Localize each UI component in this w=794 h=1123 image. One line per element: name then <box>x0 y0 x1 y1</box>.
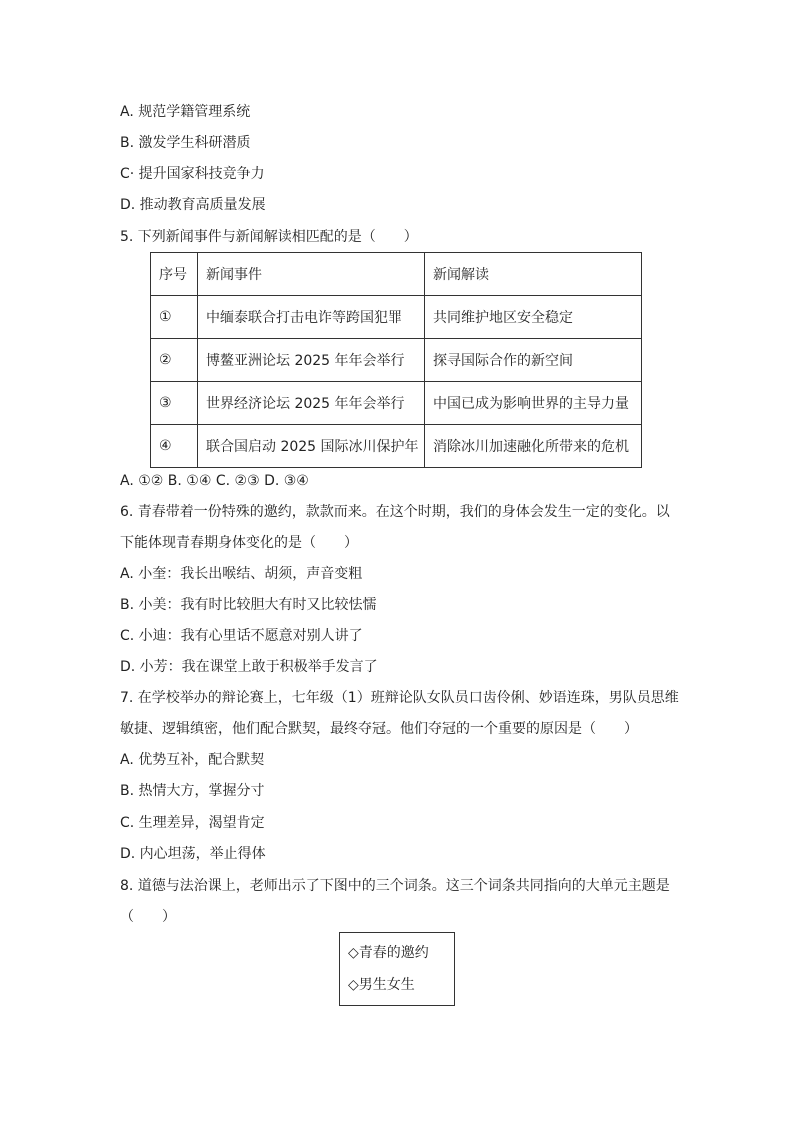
q7-stem-line-1: 7. 在学校举办的辩论赛上，七年级（1）班辩论队女队员口齿伶俐、妙语连珠，男队员思维 <box>120 690 679 706</box>
table-row <box>151 339 642 382</box>
row-event: 博鳌亚洲论坛 2025 年年会举行 <box>198 339 425 382</box>
q6-option-a: A. 小奎：我长出喉结、胡须，声音变粗 <box>120 566 363 582</box>
q6-option-b: B. 小美：我有时比较胆大有时又比较怯懦 <box>120 597 377 613</box>
row-index: ② <box>151 339 198 382</box>
row-interpretation: 中国已成为影响世界的主导力量 <box>425 382 642 425</box>
header-cell-index: 序号 <box>151 253 198 296</box>
header-cell-interpretation: 新闻解读 <box>425 253 642 296</box>
q7-option-d: D. 内心坦荡，举止得体 <box>120 846 266 862</box>
q4-option-c: C· 提升国家科技竞争力 <box>120 166 265 182</box>
q6-stem-line-1: 6. 青春带着一份特殊的邀约，款款而来。在这个时期，我们的身体会发生一定的变化。以 <box>120 504 670 520</box>
term-item: ◇青春的邀约 <box>348 945 429 961</box>
q5-stem: 5. 下列新闻事件与新闻解读相匹配的是（ ） <box>120 229 418 245</box>
table-row <box>151 296 642 339</box>
header-cell-event: 新闻事件 <box>198 253 425 296</box>
q4-option-b: B. 激发学生科研潜质 <box>120 135 251 151</box>
row-index: ① <box>151 296 198 339</box>
q8-stem-line-2: （ ） <box>120 909 176 925</box>
q5-options: A. ①② B. ①④ C. ②③ D. ③④ <box>120 473 309 489</box>
row-event: 世界经济论坛 2025 年年会举行 <box>198 382 425 425</box>
table-header-row <box>151 253 642 296</box>
table-row <box>151 425 642 468</box>
table-row <box>151 382 642 425</box>
q6-option-c: C. 小迪：我有心里话不愿意对别人讲了 <box>120 628 363 644</box>
term-item: ◇男生女生 <box>348 977 415 993</box>
row-interpretation: 探寻国际合作的新空间 <box>425 339 642 382</box>
q8-stem-line-1: 8. 道德与法治课上，老师出示了下图中的三个词条。这三个词条共同指向的大单元主题是 <box>120 878 670 894</box>
row-event: 联合国启动 2025 国际冰川保护年 <box>198 425 425 468</box>
q7-option-b: B. 热情大方，掌握分寸 <box>120 783 265 799</box>
row-interpretation: 共同维护地区安全稳定 <box>425 296 642 339</box>
row-index: ③ <box>151 382 198 425</box>
q7-stem-line-2: 敏捷、逻辑缜密，他们配合默契，最终夺冠。他们夺冠的一个重要的原因是（ ） <box>120 721 638 737</box>
q6-stem-line-2: 下能体现青春期身体变化的是（ ） <box>120 535 358 551</box>
q4-option-a: A. 规范学籍管理系统 <box>120 104 251 120</box>
q6-option-d: D. 小芳：我在课堂上敢于积极举手发言了 <box>120 659 378 675</box>
row-index: ④ <box>151 425 198 468</box>
news-table <box>150 252 642 468</box>
term-box <box>339 932 455 1006</box>
row-event: 中缅泰联合打击电诈等跨国犯罪 <box>198 296 425 339</box>
q7-option-c: C. 生理差异，渴望肯定 <box>120 815 265 831</box>
row-interpretation: 消除冰川加速融化所带来的危机 <box>425 425 642 468</box>
q4-option-d: D. 推动教育高质量发展 <box>120 197 266 213</box>
q7-option-a: A. 优势互补，配合默契 <box>120 752 265 768</box>
